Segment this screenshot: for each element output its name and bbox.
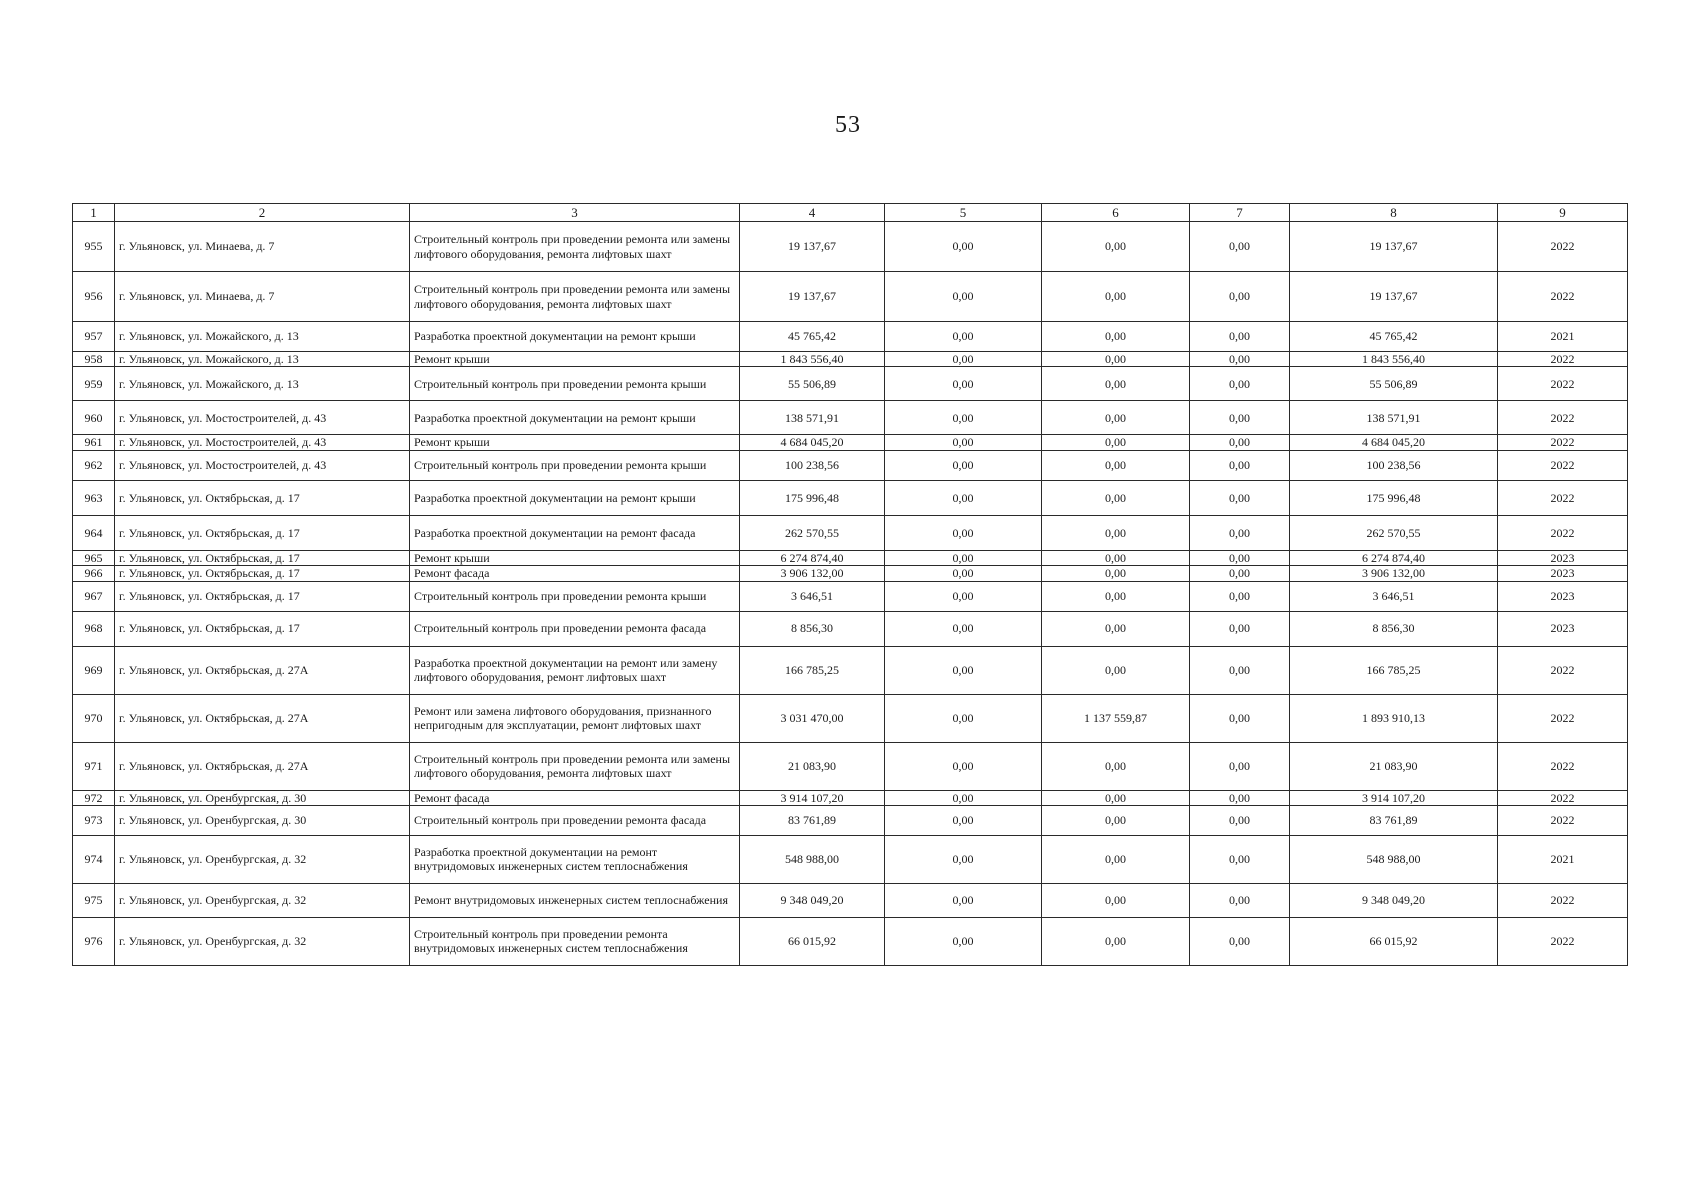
row-col5-value: 0,00 bbox=[885, 272, 1042, 322]
row-address: г. Ульяновск, ул. Октябрьская, д. 17 bbox=[115, 515, 410, 550]
row-col6-value: 0,00 bbox=[1042, 401, 1190, 435]
row-number: 958 bbox=[73, 352, 115, 367]
table-row bbox=[73, 742, 1628, 790]
row-number: 969 bbox=[73, 646, 115, 694]
row-year: 2022 bbox=[1498, 883, 1628, 917]
register-table bbox=[72, 203, 1628, 966]
row-col8-value: 548 988,00 bbox=[1290, 835, 1498, 883]
row-address: г. Ульяновск, ул. Октябрьская, д. 17 bbox=[115, 581, 410, 611]
row-col5-value: 0,00 bbox=[885, 581, 1042, 611]
table-row bbox=[73, 790, 1628, 805]
table-row bbox=[73, 694, 1628, 742]
row-work-type: Ремонт крыши bbox=[410, 550, 740, 565]
row-col4-value: 100 238,56 bbox=[740, 450, 885, 480]
row-col8-value: 19 137,67 bbox=[1290, 222, 1498, 272]
row-number: 961 bbox=[73, 435, 115, 450]
row-work-type: Разработка проектной документации на ремонт внутридомовых инженерных систем теплоснабжения bbox=[410, 835, 740, 883]
row-col8-value: 4 684 045,20 bbox=[1290, 435, 1498, 450]
column-header: 9 bbox=[1498, 204, 1628, 222]
row-col5-value: 0,00 bbox=[885, 435, 1042, 450]
row-number: 959 bbox=[73, 367, 115, 401]
row-col8-value: 83 761,89 bbox=[1290, 805, 1498, 835]
row-work-type: Разработка проектной документации на ремонт фасада bbox=[410, 515, 740, 550]
row-col4-value: 55 506,89 bbox=[740, 367, 885, 401]
row-col6-value: 0,00 bbox=[1042, 790, 1190, 805]
row-address: г. Ульяновск, ул. Оренбургская, д. 32 bbox=[115, 835, 410, 883]
row-col6-value: 0,00 bbox=[1042, 883, 1190, 917]
row-year: 2022 bbox=[1498, 435, 1628, 450]
row-col8-value: 55 506,89 bbox=[1290, 367, 1498, 401]
row-col7-value: 0,00 bbox=[1190, 367, 1290, 401]
table-row bbox=[73, 367, 1628, 401]
row-year: 2022 bbox=[1498, 515, 1628, 550]
row-col4-value: 1 843 556,40 bbox=[740, 352, 885, 367]
row-work-type: Разработка проектной документации на ремонт крыши bbox=[410, 401, 740, 435]
row-col4-value: 3 906 132,00 bbox=[740, 566, 885, 581]
row-col5-value: 0,00 bbox=[885, 222, 1042, 272]
row-col8-value: 175 996,48 bbox=[1290, 480, 1498, 515]
row-col7-value: 0,00 bbox=[1190, 581, 1290, 611]
row-work-type: Разработка проектной документации на ремонт крыши bbox=[410, 322, 740, 352]
row-col4-value: 8 856,30 bbox=[740, 611, 885, 646]
row-col7-value: 0,00 bbox=[1190, 835, 1290, 883]
row-year: 2023 bbox=[1498, 550, 1628, 565]
row-col5-value: 0,00 bbox=[885, 367, 1042, 401]
row-year: 2022 bbox=[1498, 401, 1628, 435]
row-col6-value: 0,00 bbox=[1042, 352, 1190, 367]
row-address: г. Ульяновск, ул. Октябрьская, д. 17 bbox=[115, 480, 410, 515]
row-col7-value: 0,00 bbox=[1190, 222, 1290, 272]
table-row bbox=[73, 352, 1628, 367]
row-col6-value: 0,00 bbox=[1042, 917, 1190, 965]
row-number: 960 bbox=[73, 401, 115, 435]
row-col4-value: 548 988,00 bbox=[740, 835, 885, 883]
row-address: г. Ульяновск, ул. Октябрьская, д. 27А bbox=[115, 694, 410, 742]
row-address: г. Ульяновск, ул. Октябрьская, д. 27А bbox=[115, 646, 410, 694]
row-col4-value: 166 785,25 bbox=[740, 646, 885, 694]
row-col8-value: 138 571,91 bbox=[1290, 401, 1498, 435]
table-row bbox=[73, 222, 1628, 272]
row-address: г. Ульяновск, ул. Октябрьская, д. 17 bbox=[115, 550, 410, 565]
row-col5-value: 0,00 bbox=[885, 401, 1042, 435]
row-col8-value: 8 856,30 bbox=[1290, 611, 1498, 646]
row-col8-value: 3 646,51 bbox=[1290, 581, 1498, 611]
row-col8-value: 166 785,25 bbox=[1290, 646, 1498, 694]
row-number: 962 bbox=[73, 450, 115, 480]
row-col7-value: 0,00 bbox=[1190, 917, 1290, 965]
row-address: г. Ульяновск, ул. Оренбургская, д. 32 bbox=[115, 883, 410, 917]
row-year: 2023 bbox=[1498, 566, 1628, 581]
row-col7-value: 0,00 bbox=[1190, 352, 1290, 367]
row-work-type: Строительный контроль при проведении ремонта или замены лифтового оборудования, ремонта лифтовых шахт bbox=[410, 272, 740, 322]
row-col6-value: 0,00 bbox=[1042, 435, 1190, 450]
row-col8-value: 66 015,92 bbox=[1290, 917, 1498, 965]
row-work-type: Разработка проектной документации на ремонт или замену лифтового оборудования, ремонт лифтовых шахт bbox=[410, 646, 740, 694]
row-address: г. Ульяновск, ул. Оренбургская, д. 30 bbox=[115, 805, 410, 835]
row-number: 971 bbox=[73, 742, 115, 790]
row-col5-value: 0,00 bbox=[885, 450, 1042, 480]
row-col6-value: 0,00 bbox=[1042, 581, 1190, 611]
row-col6-value: 0,00 bbox=[1042, 742, 1190, 790]
row-col5-value: 0,00 bbox=[885, 742, 1042, 790]
row-col7-value: 0,00 bbox=[1190, 611, 1290, 646]
row-address: г. Ульяновск, ул. Оренбургская, д. 32 bbox=[115, 917, 410, 965]
column-header: 1 bbox=[73, 204, 115, 222]
row-address: г. Ульяновск, ул. Можайского, д. 13 bbox=[115, 352, 410, 367]
row-col4-value: 19 137,67 bbox=[740, 222, 885, 272]
row-year: 2022 bbox=[1498, 790, 1628, 805]
row-address: г. Ульяновск, ул. Октябрьская, д. 27А bbox=[115, 742, 410, 790]
row-col7-value: 0,00 bbox=[1190, 646, 1290, 694]
row-number: 967 bbox=[73, 581, 115, 611]
row-col6-value: 0,00 bbox=[1042, 835, 1190, 883]
row-number: 976 bbox=[73, 917, 115, 965]
page-number: 53 bbox=[835, 112, 861, 138]
row-col5-value: 0,00 bbox=[885, 322, 1042, 352]
row-number: 957 bbox=[73, 322, 115, 352]
row-col8-value: 45 765,42 bbox=[1290, 322, 1498, 352]
row-col6-value: 1 137 559,87 bbox=[1042, 694, 1190, 742]
row-col5-value: 0,00 bbox=[885, 515, 1042, 550]
row-number: 963 bbox=[73, 480, 115, 515]
table-row bbox=[73, 611, 1628, 646]
row-work-type: Строительный контроль при проведении ремонта или замены лифтового оборудования, ремонта лифтовых шахт bbox=[410, 742, 740, 790]
row-year: 2022 bbox=[1498, 222, 1628, 272]
table-row bbox=[73, 883, 1628, 917]
table-row bbox=[73, 550, 1628, 565]
row-address: г. Ульяновск, ул. Мостостроителей, д. 43 bbox=[115, 435, 410, 450]
row-number: 975 bbox=[73, 883, 115, 917]
row-work-type: Разработка проектной документации на ремонт крыши bbox=[410, 480, 740, 515]
row-col7-value: 0,00 bbox=[1190, 322, 1290, 352]
column-header: 7 bbox=[1190, 204, 1290, 222]
row-year: 2022 bbox=[1498, 450, 1628, 480]
row-work-type: Ремонт внутридомовых инженерных систем теплоснабжения bbox=[410, 883, 740, 917]
row-col8-value: 1 893 910,13 bbox=[1290, 694, 1498, 742]
row-col8-value: 21 083,90 bbox=[1290, 742, 1498, 790]
row-number: 955 bbox=[73, 222, 115, 272]
table-body bbox=[73, 222, 1628, 966]
row-year: 2022 bbox=[1498, 352, 1628, 367]
row-col7-value: 0,00 bbox=[1190, 883, 1290, 917]
row-year: 2022 bbox=[1498, 694, 1628, 742]
row-address: г. Ульяновск, ул. Октябрьская, д. 17 bbox=[115, 611, 410, 646]
row-number: 956 bbox=[73, 272, 115, 322]
row-work-type: Ремонт фасада bbox=[410, 790, 740, 805]
row-col4-value: 21 083,90 bbox=[740, 742, 885, 790]
row-number: 972 bbox=[73, 790, 115, 805]
row-col5-value: 0,00 bbox=[885, 611, 1042, 646]
row-year: 2023 bbox=[1498, 581, 1628, 611]
row-number: 965 bbox=[73, 550, 115, 565]
row-col5-value: 0,00 bbox=[885, 790, 1042, 805]
row-col7-value: 0,00 bbox=[1190, 550, 1290, 565]
column-header: 4 bbox=[740, 204, 885, 222]
row-work-type: Строительный контроль при проведении ремонта фасада bbox=[410, 611, 740, 646]
row-col4-value: 3 914 107,20 bbox=[740, 790, 885, 805]
row-col5-value: 0,00 bbox=[885, 883, 1042, 917]
row-year: 2022 bbox=[1498, 742, 1628, 790]
row-number: 970 bbox=[73, 694, 115, 742]
row-number: 974 bbox=[73, 835, 115, 883]
row-col6-value: 0,00 bbox=[1042, 566, 1190, 581]
table-row bbox=[73, 805, 1628, 835]
row-col5-value: 0,00 bbox=[885, 566, 1042, 581]
row-col8-value: 3 906 132,00 bbox=[1290, 566, 1498, 581]
row-col4-value: 175 996,48 bbox=[740, 480, 885, 515]
table-row bbox=[73, 272, 1628, 322]
row-address: г. Ульяновск, ул. Мостостроителей, д. 43 bbox=[115, 450, 410, 480]
row-col8-value: 1 843 556,40 bbox=[1290, 352, 1498, 367]
column-number-row bbox=[73, 204, 1628, 222]
row-col5-value: 0,00 bbox=[885, 352, 1042, 367]
row-col4-value: 45 765,42 bbox=[740, 322, 885, 352]
row-work-type: Строительный контроль при проведении ремонта фасада bbox=[410, 805, 740, 835]
row-col8-value: 19 137,67 bbox=[1290, 272, 1498, 322]
row-col5-value: 0,00 bbox=[885, 550, 1042, 565]
row-col6-value: 0,00 bbox=[1042, 322, 1190, 352]
row-work-type: Ремонт крыши bbox=[410, 352, 740, 367]
row-year: 2021 bbox=[1498, 322, 1628, 352]
row-col7-value: 0,00 bbox=[1190, 435, 1290, 450]
row-work-type: Строительный контроль при проведении ремонта крыши bbox=[410, 581, 740, 611]
row-col6-value: 0,00 bbox=[1042, 272, 1190, 322]
row-col7-value: 0,00 bbox=[1190, 450, 1290, 480]
table-row bbox=[73, 646, 1628, 694]
row-work-type: Ремонт фасада bbox=[410, 566, 740, 581]
row-work-type: Ремонт или замена лифтового оборудования, признанного непригодным для эксплуатации, ремонт лифтовых шахт bbox=[410, 694, 740, 742]
row-work-type: Строительный контроль при проведении ремонта крыши bbox=[410, 367, 740, 401]
row-year: 2022 bbox=[1498, 646, 1628, 694]
column-header: 3 bbox=[410, 204, 740, 222]
row-number: 966 bbox=[73, 566, 115, 581]
row-col7-value: 0,00 bbox=[1190, 515, 1290, 550]
row-work-type: Строительный контроль при проведении ремонта крыши bbox=[410, 450, 740, 480]
row-col5-value: 0,00 bbox=[885, 480, 1042, 515]
row-col6-value: 0,00 bbox=[1042, 550, 1190, 565]
row-year: 2021 bbox=[1498, 835, 1628, 883]
row-address: г. Ульяновск, ул. Можайского, д. 13 bbox=[115, 322, 410, 352]
row-address: г. Ульяновск, ул. Минаева, д. 7 bbox=[115, 222, 410, 272]
row-year: 2022 bbox=[1498, 367, 1628, 401]
column-header: 6 bbox=[1042, 204, 1190, 222]
row-col5-value: 0,00 bbox=[885, 694, 1042, 742]
table-row bbox=[73, 480, 1628, 515]
row-work-type: Строительный контроль при проведении ремонта или замены лифтового оборудования, ремонта лифтовых шахт bbox=[410, 222, 740, 272]
row-col5-value: 0,00 bbox=[885, 805, 1042, 835]
row-col7-value: 0,00 bbox=[1190, 272, 1290, 322]
row-col5-value: 0,00 bbox=[885, 917, 1042, 965]
row-address: г. Ульяновск, ул. Октябрьская, д. 17 bbox=[115, 566, 410, 581]
row-col4-value: 3 646,51 bbox=[740, 581, 885, 611]
row-year: 2022 bbox=[1498, 917, 1628, 965]
row-col8-value: 100 238,56 bbox=[1290, 450, 1498, 480]
row-col4-value: 3 031 470,00 bbox=[740, 694, 885, 742]
row-col5-value: 0,00 bbox=[885, 835, 1042, 883]
row-col8-value: 9 348 049,20 bbox=[1290, 883, 1498, 917]
row-col6-value: 0,00 bbox=[1042, 515, 1190, 550]
row-address: г. Ульяновск, ул. Мостостроителей, д. 43 bbox=[115, 401, 410, 435]
row-col7-value: 0,00 bbox=[1190, 742, 1290, 790]
row-col7-value: 0,00 bbox=[1190, 790, 1290, 805]
row-col7-value: 0,00 bbox=[1190, 566, 1290, 581]
row-year: 2023 bbox=[1498, 611, 1628, 646]
row-address: г. Ульяновск, ул. Минаева, д. 7 bbox=[115, 272, 410, 322]
row-col8-value: 3 914 107,20 bbox=[1290, 790, 1498, 805]
row-col4-value: 66 015,92 bbox=[740, 917, 885, 965]
row-col6-value: 0,00 bbox=[1042, 222, 1190, 272]
row-col4-value: 4 684 045,20 bbox=[740, 435, 885, 450]
row-work-type: Ремонт крыши bbox=[410, 435, 740, 450]
row-col6-value: 0,00 bbox=[1042, 805, 1190, 835]
table-row bbox=[73, 401, 1628, 435]
row-year: 2022 bbox=[1498, 805, 1628, 835]
column-header: 8 bbox=[1290, 204, 1498, 222]
row-col6-value: 0,00 bbox=[1042, 450, 1190, 480]
row-col4-value: 83 761,89 bbox=[740, 805, 885, 835]
row-col6-value: 0,00 bbox=[1042, 646, 1190, 694]
table-row bbox=[73, 566, 1628, 581]
row-col6-value: 0,00 bbox=[1042, 480, 1190, 515]
column-header: 2 bbox=[115, 204, 410, 222]
table-row bbox=[73, 322, 1628, 352]
row-col4-value: 138 571,91 bbox=[740, 401, 885, 435]
row-number: 973 bbox=[73, 805, 115, 835]
row-col8-value: 6 274 874,40 bbox=[1290, 550, 1498, 565]
row-col7-value: 0,00 bbox=[1190, 401, 1290, 435]
row-col4-value: 9 348 049,20 bbox=[740, 883, 885, 917]
row-col7-value: 0,00 bbox=[1190, 694, 1290, 742]
row-number: 964 bbox=[73, 515, 115, 550]
table-row bbox=[73, 917, 1628, 965]
row-col6-value: 0,00 bbox=[1042, 367, 1190, 401]
table-row bbox=[73, 581, 1628, 611]
row-year: 2022 bbox=[1498, 480, 1628, 515]
table-row bbox=[73, 450, 1628, 480]
table-row bbox=[73, 435, 1628, 450]
row-col4-value: 262 570,55 bbox=[740, 515, 885, 550]
row-col8-value: 262 570,55 bbox=[1290, 515, 1498, 550]
row-col7-value: 0,00 bbox=[1190, 480, 1290, 515]
table-row bbox=[73, 515, 1628, 550]
row-year: 2022 bbox=[1498, 272, 1628, 322]
row-col6-value: 0,00 bbox=[1042, 611, 1190, 646]
row-address: г. Ульяновск, ул. Оренбургская, д. 30 bbox=[115, 790, 410, 805]
row-number: 968 bbox=[73, 611, 115, 646]
row-col7-value: 0,00 bbox=[1190, 805, 1290, 835]
row-col4-value: 6 274 874,40 bbox=[740, 550, 885, 565]
column-header: 5 bbox=[885, 204, 1042, 222]
row-col4-value: 19 137,67 bbox=[740, 272, 885, 322]
row-address: г. Ульяновск, ул. Можайского, д. 13 bbox=[115, 367, 410, 401]
row-work-type: Строительный контроль при проведении ремонта внутридомовых инженерных систем теплоснабжения bbox=[410, 917, 740, 965]
row-col5-value: 0,00 bbox=[885, 646, 1042, 694]
table-row bbox=[73, 835, 1628, 883]
